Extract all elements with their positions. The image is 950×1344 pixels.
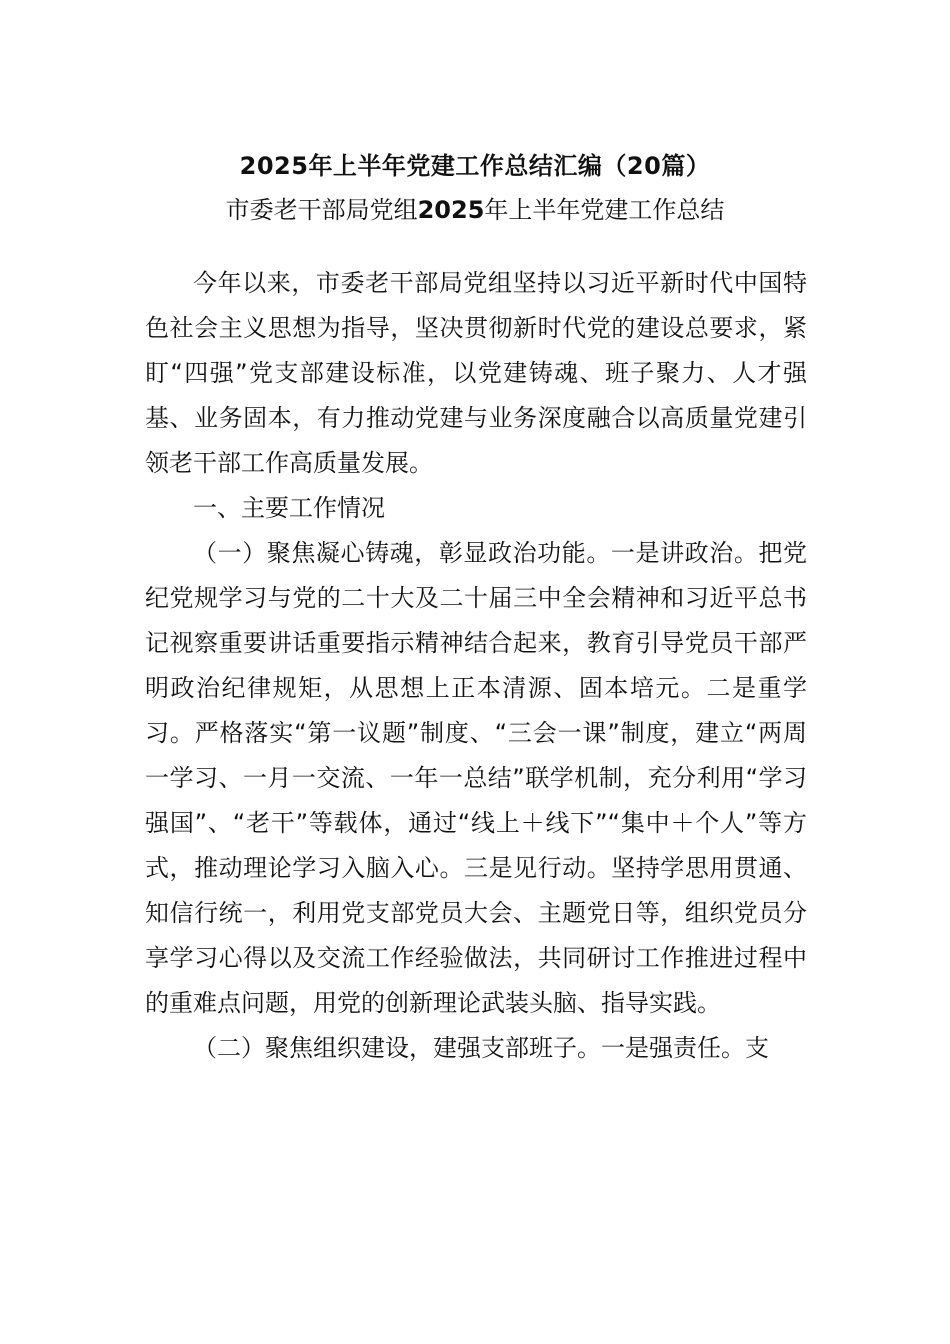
paragraph-section-2: （二）聚焦组织建设，建强支部班子。一是强责任。支 [193,1034,769,1062]
subtitle-suffix: 年上半年党建工作总结 [484,196,725,224]
section-heading: 一、主要工作情况 [193,494,385,522]
paragraph-intro: 今年以来，市委老干部局党组坚持以习近平新时代中国特色社会主义思想为指导，坚决贯彻新时代党的建设总要求，紧盯“四强”党支部建设标准，以党建铸魂、班子聚力、人才强基、业务固本，有力推动党建与业务深度融合以高质量党建引领老干部工作高质量发展。 [145,269,807,477]
subtitle-year: 2025 [417,196,485,224]
subtitle-prefix: 市委老干部局党组 [225,196,418,224]
document-title: 2025年上半年党建工作总结汇编（20篇） [239,152,711,180]
document-body [145,261,807,1071]
paragraph-section-1: （一）聚焦凝心铸魂，彰显政治功能。一是讲政治。把党纪党规学习与党的二十大及二十届三中全会精神和习近平总书记视察重要讲话重要指示精神结合起来，教育引导党员干部严明政治纪律规矩，从思想上正本清源、固本培元。二是重学习。严格落实“第一议题”制度、“三会一课”制度，建立“两周一学习、一月一交流、一年一总结”联学机制，充分利用“学习强国”、“老干”等载体，通过“线上＋线下”“集中＋个人”等方式，推动理论学习入脑入心。三是见行动。坚持学思用贯通、知信行统一，利用党支部党员大会、主题党日等，组织党员分享学习心得以及交流工作经验做法，共同研讨工作推进过程中的重难点问题，用党的创新理论武装头脑、指导实践。 [145,539,807,1017]
document-subtitle [145,192,805,228]
